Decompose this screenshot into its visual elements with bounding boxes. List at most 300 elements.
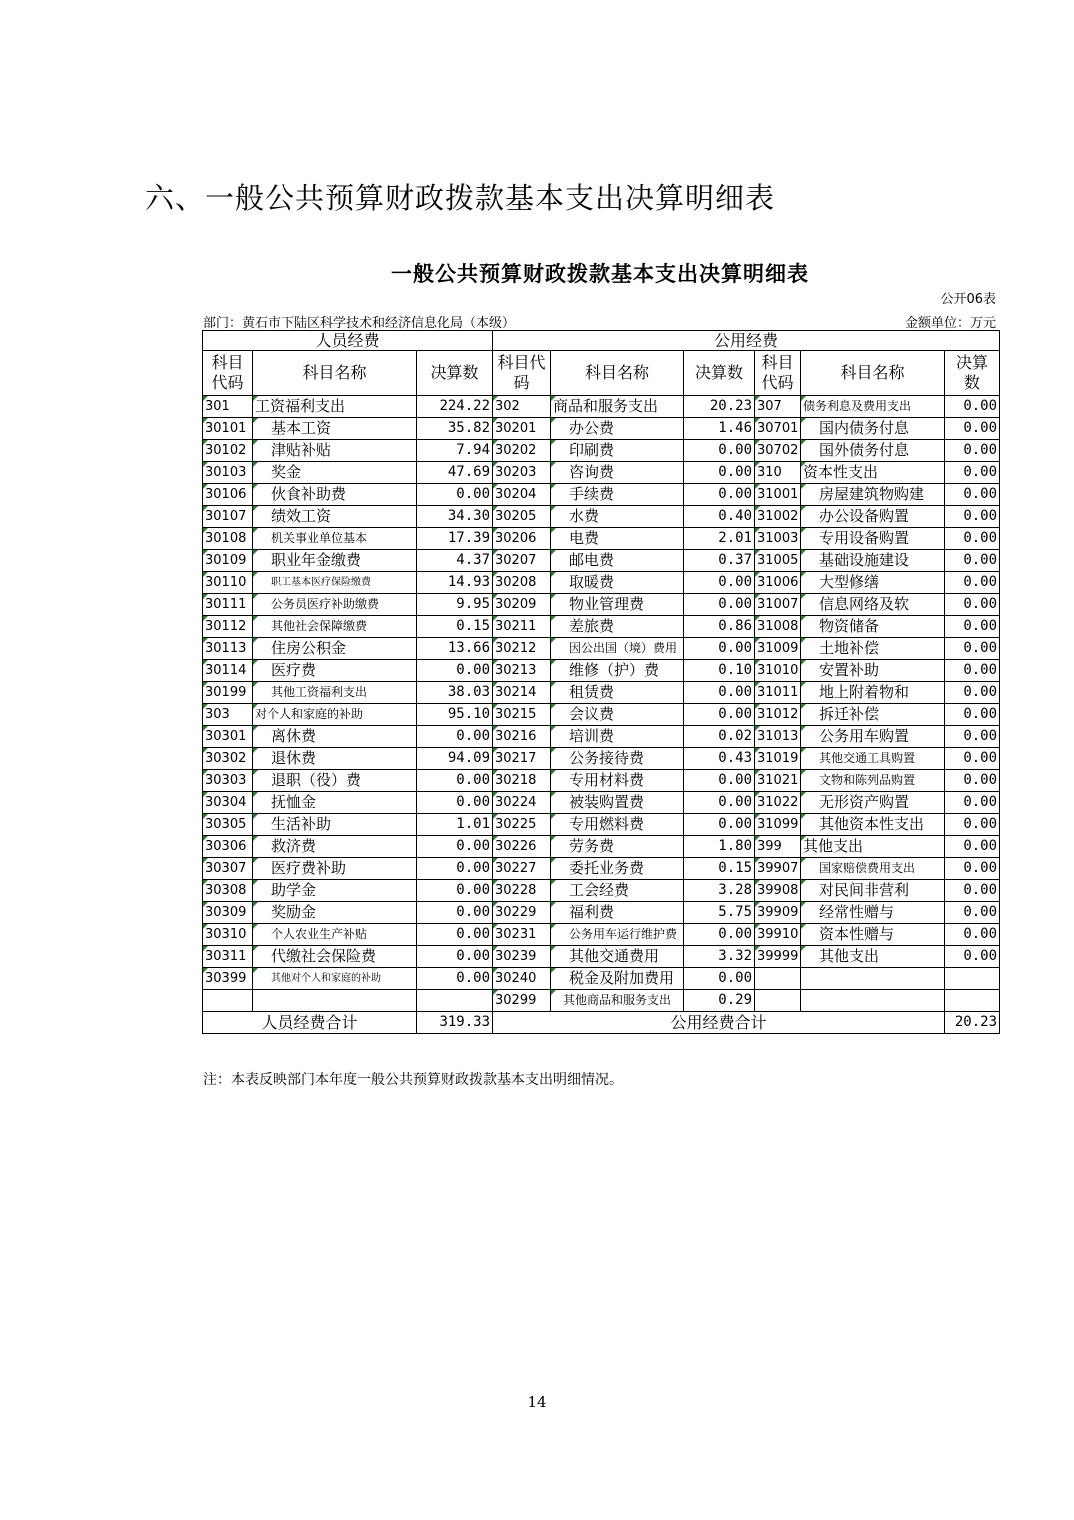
subject-code: 30206 xyxy=(493,528,551,550)
amount-cell: 0.00 xyxy=(945,594,1000,616)
amount-cell: 0.00 xyxy=(945,924,1000,946)
form-code: 公开06表 xyxy=(940,292,996,307)
subject-code xyxy=(203,990,253,1012)
subject-name: 电费 xyxy=(551,528,684,550)
personnel-total-value: 319.33 xyxy=(417,1012,493,1034)
col-header-amount: 决算数 xyxy=(417,351,493,396)
amount-cell: 0.00 xyxy=(417,968,493,990)
table-row xyxy=(203,792,1000,814)
subject-code: 30111 xyxy=(203,594,253,616)
subject-code: 31009 xyxy=(755,638,801,660)
table-row xyxy=(203,990,1000,1012)
subject-name: 基本工资 xyxy=(253,418,417,440)
subject-name: 医疗费补助 xyxy=(253,858,417,880)
table-row xyxy=(203,506,1000,528)
amount-cell: 0.10 xyxy=(684,660,755,682)
subject-code: 30204 xyxy=(493,484,551,506)
table-row xyxy=(203,968,1000,990)
subject-name: 国家赔偿费用支出 xyxy=(801,858,945,880)
amount-cell: 0.00 xyxy=(945,726,1000,748)
table-row xyxy=(203,550,1000,572)
amount-cell: 34.30 xyxy=(417,506,493,528)
subject-name: 被装购置费 xyxy=(551,792,684,814)
subject-name: 伙食补助费 xyxy=(253,484,417,506)
amount-cell: 0.00 xyxy=(684,462,755,484)
subject-name: 安置补助 xyxy=(801,660,945,682)
amount-cell: 0.00 xyxy=(945,462,1000,484)
subject-name: 专用材料费 xyxy=(551,770,684,792)
subject-code: 31019 xyxy=(755,748,801,770)
amount-cell: 0.00 xyxy=(945,748,1000,770)
table-row xyxy=(203,660,1000,682)
amount-cell: 0.00 xyxy=(684,638,755,660)
subject-code: 30201 xyxy=(493,418,551,440)
table-row xyxy=(203,528,1000,550)
table-row xyxy=(203,484,1000,506)
table-row xyxy=(203,946,1000,968)
amount-cell: 1.46 xyxy=(684,418,755,440)
amount-cell: 0.00 xyxy=(945,506,1000,528)
subject-name: 公务接待费 xyxy=(551,748,684,770)
subject-code: 30309 xyxy=(203,902,253,924)
subject-name: 国内债务付息 xyxy=(801,418,945,440)
amount-cell: 0.00 xyxy=(945,528,1000,550)
subject-code: 30109 xyxy=(203,550,253,572)
table-row xyxy=(203,396,1000,418)
subject-code xyxy=(755,968,801,990)
amount-cell: 224.22 xyxy=(417,396,493,418)
amount-cell: 38.03 xyxy=(417,682,493,704)
amount-cell: 0.00 xyxy=(945,946,1000,968)
subject-code: 302 xyxy=(493,396,551,418)
subject-name: 资本性支出 xyxy=(801,462,945,484)
subject-code: 30209 xyxy=(493,594,551,616)
subject-code: 39907 xyxy=(755,858,801,880)
amount-cell: 0.00 xyxy=(417,792,493,814)
subject-name: 福利费 xyxy=(551,902,684,924)
subject-code xyxy=(755,990,801,1012)
subject-code: 30308 xyxy=(203,880,253,902)
subject-code: 31006 xyxy=(755,572,801,594)
subject-name: 物资储备 xyxy=(801,616,945,638)
subject-name: 土地补偿 xyxy=(801,638,945,660)
col-header-amount: 决算 数 xyxy=(945,351,1000,396)
subject-code: 30102 xyxy=(203,440,253,462)
amount-cell: 47.69 xyxy=(417,462,493,484)
table-row xyxy=(203,682,1000,704)
subject-code: 30205 xyxy=(493,506,551,528)
col-header-code: 科目 代码 xyxy=(755,351,801,396)
amount-cell: 0.00 xyxy=(684,572,755,594)
amount-cell: 0.00 xyxy=(417,660,493,682)
subject-name: 租赁费 xyxy=(551,682,684,704)
subject-name xyxy=(253,990,417,1012)
subject-name: 其他社会保障缴费 xyxy=(253,616,417,638)
amount-cell: 94.09 xyxy=(417,748,493,770)
amount-cell: 0.00 xyxy=(417,880,493,902)
subject-name: 公务员医疗补助缴费 xyxy=(253,594,417,616)
subject-code: 307 xyxy=(755,396,801,418)
subject-code: 30306 xyxy=(203,836,253,858)
amount-cell: 0.00 xyxy=(945,792,1000,814)
subject-code: 30218 xyxy=(493,770,551,792)
amount-cell: 5.75 xyxy=(684,902,755,924)
group-header-personnel: 人员经费 xyxy=(203,331,493,351)
subject-name: 国外债务付息 xyxy=(801,440,945,462)
amount-cell: 0.43 xyxy=(684,748,755,770)
subject-code: 30224 xyxy=(493,792,551,814)
amount-cell: 0.00 xyxy=(945,638,1000,660)
subject-name: 地上附着物和 xyxy=(801,682,945,704)
subject-name: 资本性赠与 xyxy=(801,924,945,946)
subject-name: 其他支出 xyxy=(801,836,945,858)
subject-name: 津贴补贴 xyxy=(253,440,417,462)
subject-name: 对个人和家庭的补助 xyxy=(253,704,417,726)
amount-cell: 0.86 xyxy=(684,616,755,638)
subject-name: 其他资本性支出 xyxy=(801,814,945,836)
subject-code: 30203 xyxy=(493,462,551,484)
subject-code: 30107 xyxy=(203,506,253,528)
amount-cell: 0.00 xyxy=(684,440,755,462)
amount-cell xyxy=(945,968,1000,990)
group-header-row xyxy=(203,331,1000,351)
subject-code: 30311 xyxy=(203,946,253,968)
subject-code: 31099 xyxy=(755,814,801,836)
subject-code: 30702 xyxy=(755,440,801,462)
subject-code: 30226 xyxy=(493,836,551,858)
subject-name: 其他商品和服务支出 xyxy=(551,990,684,1012)
subject-name: 专用燃料费 xyxy=(551,814,684,836)
subject-code: 31008 xyxy=(755,616,801,638)
section-heading: 六、一般公共预算财政拨款基本支出决算明细表 xyxy=(145,181,776,215)
table-row xyxy=(203,704,1000,726)
subject-name: 劳务费 xyxy=(551,836,684,858)
public-total-value: 20.23 xyxy=(945,1012,1000,1034)
subject-name: 物业管理费 xyxy=(551,594,684,616)
group-header-public: 公用经费 xyxy=(493,331,1000,351)
subject-name: 维修（护）费 xyxy=(551,660,684,682)
subject-code: 30114 xyxy=(203,660,253,682)
subject-code: 30239 xyxy=(493,946,551,968)
amount-cell: 13.66 xyxy=(417,638,493,660)
subject-name: 印刷费 xyxy=(551,440,684,462)
subject-name: 商品和服务支出 xyxy=(551,396,684,418)
amount-cell: 4.37 xyxy=(417,550,493,572)
subject-code: 30225 xyxy=(493,814,551,836)
subject-name: 办公费 xyxy=(551,418,684,440)
subject-code: 30399 xyxy=(203,968,253,990)
amount-cell: 0.00 xyxy=(945,682,1000,704)
table-note: 注：本表反映部门本年度一般公共预算财政拨款基本支出明细情况。 xyxy=(203,1072,623,1088)
col-header-amount: 决算数 xyxy=(684,351,755,396)
subject-name: 大型修缮 xyxy=(801,572,945,594)
subject-name: 医疗费 xyxy=(253,660,417,682)
table-row xyxy=(203,858,1000,880)
amount-cell: 0.00 xyxy=(417,858,493,880)
subject-name: 退职（役）费 xyxy=(253,770,417,792)
amount-cell: 0.00 xyxy=(684,770,755,792)
amount-cell: 0.00 xyxy=(684,682,755,704)
subject-name: 职业年金缴费 xyxy=(253,550,417,572)
subject-code: 39910 xyxy=(755,924,801,946)
amount-cell: 1.80 xyxy=(684,836,755,858)
subject-code: 30112 xyxy=(203,616,253,638)
subject-name: 机关事业单位基本 xyxy=(253,528,417,550)
subject-code: 31012 xyxy=(755,704,801,726)
subject-name: 拆迁补偿 xyxy=(801,704,945,726)
subject-code: 30228 xyxy=(493,880,551,902)
amount-cell: 0.00 xyxy=(945,880,1000,902)
subject-code: 30301 xyxy=(203,726,253,748)
amount-cell: 14.93 xyxy=(417,572,493,594)
subject-name: 取暖费 xyxy=(551,572,684,594)
amount-cell: 0.00 xyxy=(417,726,493,748)
amount-cell: 0.00 xyxy=(945,550,1000,572)
subject-name: 生活补助 xyxy=(253,814,417,836)
subject-code: 31007 xyxy=(755,594,801,616)
subject-name: 邮电费 xyxy=(551,550,684,572)
subject-code: 30310 xyxy=(203,924,253,946)
table-row xyxy=(203,572,1000,594)
subject-code: 310 xyxy=(755,462,801,484)
subject-name: 委托业务费 xyxy=(551,858,684,880)
amount-cell: 0.00 xyxy=(945,572,1000,594)
subject-code: 39908 xyxy=(755,880,801,902)
subject-name: 退休费 xyxy=(253,748,417,770)
subject-code: 30103 xyxy=(203,462,253,484)
table-row xyxy=(203,880,1000,902)
subject-code: 30304 xyxy=(203,792,253,814)
amount-cell: 0.15 xyxy=(417,616,493,638)
amount-cell: 0.00 xyxy=(945,396,1000,418)
subject-name: 其他交通费用 xyxy=(551,946,684,968)
col-header-name: 科目名称 xyxy=(801,351,945,396)
subject-code: 30701 xyxy=(755,418,801,440)
amount-cell: 0.40 xyxy=(684,506,755,528)
subject-code: 30229 xyxy=(493,902,551,924)
subject-code: 30240 xyxy=(493,968,551,990)
subject-name: 经常性赠与 xyxy=(801,902,945,924)
subject-name: 其他交通工具购置 xyxy=(801,748,945,770)
table-row xyxy=(203,440,1000,462)
table-title: 一般公共预算财政拨款基本支出决算明细表 xyxy=(391,262,809,286)
subject-code: 30302 xyxy=(203,748,253,770)
amount-cell: 0.00 xyxy=(684,968,755,990)
table-row xyxy=(203,924,1000,946)
amount-cell: 0.00 xyxy=(684,814,755,836)
subject-code: 30303 xyxy=(203,770,253,792)
amount-cell: 95.10 xyxy=(417,704,493,726)
table-row xyxy=(203,770,1000,792)
subject-code: 399 xyxy=(755,836,801,858)
amount-cell: 35.82 xyxy=(417,418,493,440)
subject-code: 30305 xyxy=(203,814,253,836)
subject-code: 31001 xyxy=(755,484,801,506)
subject-code: 30211 xyxy=(493,616,551,638)
public-total-label: 公用经费合计 xyxy=(493,1012,945,1034)
subject-code: 31003 xyxy=(755,528,801,550)
subject-code: 30217 xyxy=(493,748,551,770)
subject-name: 因公出国（境）费用 xyxy=(551,638,684,660)
amount-cell: 0.00 xyxy=(417,770,493,792)
subject-name: 工资福利支出 xyxy=(253,396,417,418)
subject-code: 30207 xyxy=(493,550,551,572)
table-row xyxy=(203,902,1000,924)
amount-cell: 0.00 xyxy=(945,902,1000,924)
table-row xyxy=(203,638,1000,660)
subject-code: 303 xyxy=(203,704,253,726)
amount-cell: 20.23 xyxy=(684,396,755,418)
amount-cell: 3.32 xyxy=(684,946,755,968)
amount-cell: 0.00 xyxy=(945,770,1000,792)
subject-name: 工会经费 xyxy=(551,880,684,902)
subject-code: 30106 xyxy=(203,484,253,506)
column-header-row xyxy=(203,351,1000,396)
subject-name: 抚恤金 xyxy=(253,792,417,814)
col-header-name: 科目名称 xyxy=(551,351,684,396)
personnel-total-label: 人员经费合计 xyxy=(203,1012,417,1034)
table-row xyxy=(203,836,1000,858)
table-row xyxy=(203,418,1000,440)
page-number: 14 xyxy=(527,1393,547,1411)
subject-name: 咨询费 xyxy=(551,462,684,484)
subject-name: 个人农业生产补贴 xyxy=(253,924,417,946)
subject-code: 30231 xyxy=(493,924,551,946)
subject-code: 30307 xyxy=(203,858,253,880)
subject-code: 30212 xyxy=(493,638,551,660)
table-row xyxy=(203,748,1000,770)
subject-name: 文物和陈列品购置 xyxy=(801,770,945,792)
amount-cell xyxy=(945,990,1000,1012)
subject-name: 其他工资福利支出 xyxy=(253,682,417,704)
col-header-code: 科目 代码 xyxy=(203,351,253,396)
amount-cell: 0.00 xyxy=(417,946,493,968)
amount-cell: 0.00 xyxy=(945,484,1000,506)
subject-name: 信息网络及软 xyxy=(801,594,945,616)
subject-name: 职工基本医疗保险缴费 xyxy=(253,572,417,594)
department-label: 部门：黄石市下陆区科学技术和经济信息化局（本级） xyxy=(203,316,516,331)
table-row xyxy=(203,462,1000,484)
subject-code: 30110 xyxy=(203,572,253,594)
amount-cell: 0.29 xyxy=(684,990,755,1012)
subject-name: 对民间非营利 xyxy=(801,880,945,902)
subject-name: 救济费 xyxy=(253,836,417,858)
amount-cell: 0.00 xyxy=(684,924,755,946)
amount-cell: 0.00 xyxy=(945,418,1000,440)
subject-name: 奖励金 xyxy=(253,902,417,924)
table-row xyxy=(203,726,1000,748)
subject-name: 培训费 xyxy=(551,726,684,748)
subject-name: 其他支出 xyxy=(801,946,945,968)
amount-cell: 0.00 xyxy=(417,484,493,506)
amount-cell: 0.00 xyxy=(417,902,493,924)
subject-code: 30299 xyxy=(493,990,551,1012)
amount-cell: 9.95 xyxy=(417,594,493,616)
subject-name: 住房公积金 xyxy=(253,638,417,660)
subject-code: 30202 xyxy=(493,440,551,462)
table-row xyxy=(203,616,1000,638)
subject-name: 办公设备购置 xyxy=(801,506,945,528)
amount-cell: 0.00 xyxy=(684,594,755,616)
subject-name: 代缴社会保险费 xyxy=(253,946,417,968)
subject-name: 基础设施建设 xyxy=(801,550,945,572)
subject-code: 39999 xyxy=(755,946,801,968)
subject-name: 会议费 xyxy=(551,704,684,726)
subject-code: 39909 xyxy=(755,902,801,924)
subject-code: 30213 xyxy=(493,660,551,682)
subject-name: 债务利息及费用支出 xyxy=(801,396,945,418)
subject-code: 30108 xyxy=(203,528,253,550)
amount-cell: 17.39 xyxy=(417,528,493,550)
subject-code: 31002 xyxy=(755,506,801,528)
amount-cell: 7.94 xyxy=(417,440,493,462)
table-row xyxy=(203,594,1000,616)
subject-name: 房屋建筑物购建 xyxy=(801,484,945,506)
subject-name: 绩效工资 xyxy=(253,506,417,528)
subject-code: 31022 xyxy=(755,792,801,814)
subject-code: 30208 xyxy=(493,572,551,594)
amount-cell: 2.01 xyxy=(684,528,755,550)
amount-cell: 0.00 xyxy=(417,924,493,946)
amount-cell: 0.00 xyxy=(945,814,1000,836)
subject-name: 公务用车运行维护费 xyxy=(551,924,684,946)
amount-cell: 0.37 xyxy=(684,550,755,572)
amount-cell: 3.28 xyxy=(684,880,755,902)
totals-row xyxy=(203,1012,1000,1034)
amount-cell: 0.00 xyxy=(684,792,755,814)
subject-name: 水费 xyxy=(551,506,684,528)
subject-name: 公务用车购置 xyxy=(801,726,945,748)
unit-label: 金额单位：万元 xyxy=(904,316,996,331)
subject-code: 31011 xyxy=(755,682,801,704)
subject-code: 30216 xyxy=(493,726,551,748)
amount-cell: 0.02 xyxy=(684,726,755,748)
amount-cell: 0.00 xyxy=(945,858,1000,880)
amount-cell: 0.00 xyxy=(684,484,755,506)
amount-cell: 0.00 xyxy=(945,616,1000,638)
subject-name: 其他对个人和家庭的补助 xyxy=(253,968,417,990)
expenditure-table xyxy=(202,330,1000,1034)
subject-name: 税金及附加费用 xyxy=(551,968,684,990)
subject-name: 离休费 xyxy=(253,726,417,748)
subject-code: 31013 xyxy=(755,726,801,748)
subject-code: 30199 xyxy=(203,682,253,704)
subject-name: 奖金 xyxy=(253,462,417,484)
amount-cell: 0.00 xyxy=(417,836,493,858)
table-row xyxy=(203,814,1000,836)
subject-code: 31010 xyxy=(755,660,801,682)
subject-name: 专用设备购置 xyxy=(801,528,945,550)
amount-cell xyxy=(417,990,493,1012)
subject-name: 无形资产购置 xyxy=(801,792,945,814)
amount-cell: 0.00 xyxy=(945,440,1000,462)
subject-code: 30113 xyxy=(203,638,253,660)
subject-name: 助学金 xyxy=(253,880,417,902)
subject-code: 30101 xyxy=(203,418,253,440)
amount-cell: 0.00 xyxy=(684,704,755,726)
subject-name xyxy=(801,990,945,1012)
amount-cell: 0.00 xyxy=(945,836,1000,858)
subject-name: 手续费 xyxy=(551,484,684,506)
amount-cell: 0.00 xyxy=(945,660,1000,682)
subject-name: 差旅费 xyxy=(551,616,684,638)
amount-cell: 0.00 xyxy=(945,704,1000,726)
subject-code: 31005 xyxy=(755,550,801,572)
subject-code: 30215 xyxy=(493,704,551,726)
col-header-name: 科目名称 xyxy=(253,351,417,396)
subject-name xyxy=(801,968,945,990)
amount-cell: 0.15 xyxy=(684,858,755,880)
